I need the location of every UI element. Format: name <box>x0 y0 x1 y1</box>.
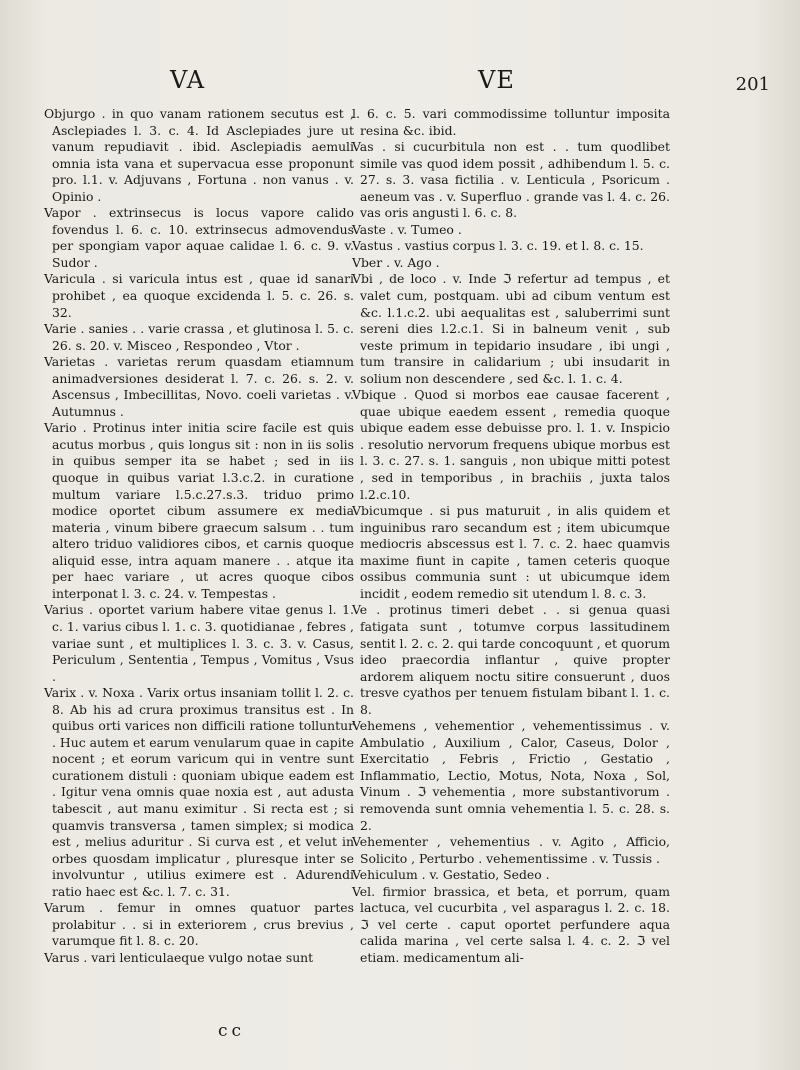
entry-varus: Varus . vari lenticulaeque vulgo notae sunt <box>44 949 314 965</box>
running-head-right: VE <box>478 66 515 94</box>
entry-vapor: Vapor . extrinsecus is locus vapore calido fovendus l. 6. c. 10. extrinsecus admovendus per spongiam vapor aquae calidae l. 6. c. 9. v. Sudor . <box>44 205 354 270</box>
entry-vehemens: Vehemens , vehementior , vehementissimus . v. Ambulatio , Auxilium , Calor, Caseus, Dolor , Exercitatio , Febris , Frictio , Gestatio , Inflammatio, Lectio, Motus, Nota, Noxa , Sol, Vinum . ℑ vehementia , more substantivorum . removenda sunt omnia vehementia l. 5. c. 28. s. 2. <box>352 718 670 833</box>
entry-vehementer: Vehementer , vehementius . v. Agito , Afficio, Solicito , Perturbo . vehementissime . v. Tussis . <box>352 834 670 866</box>
page-number: 201 <box>735 74 770 95</box>
entry-vehiculum: Vehiculum . v. Gestatio, Sedeo . <box>352 867 550 883</box>
entry-vastus: Vastus . vastius corpus l. 3. c. 19. et l. 8. c. 15. <box>352 238 644 254</box>
entry-varie: Varie . sanies . . varie crassa , et glutinosa l. 5. c. 26. s. 20. v. Misceo , Respondeo , Vtor . <box>44 321 354 353</box>
entry-vbicumque: Vbicumque . si pus maturuit , in alis quidem et inguinibus raro secandum est ; item ubicumque mediocris abscessus est l. 7. c. 2. haec quamvis maxime fiunt in capite , tamen ceteris quoque ossibus communia sunt : ut ubicumque idem incidit , eodem remedio sit utendum l. 8. c. 3. <box>352 503 670 601</box>
entry-objurgo: Objurgo . in quo vanam rationem secutus est , Asclepiades l. 3. c. 4. Id Asclepiades jure ut vanum repudiavit . ibid. Asclepiadis aemuli omnia ista vana et supervacua esse proponunt pro. l.1. v. Adjuvans , Fortuna . non vanus . v. Opinio . <box>44 106 354 204</box>
entry-vbi: Vbi , de loco . v. Inde ℑ refertur ad tempus , et valet cum, postquam. ubi ad cibum ventum est &c. l.1.c.2. ubi aequalitas est , saluberrimi sunt sereni dies l.2.c.1. Si in balneum venit , sub veste primum in tepidario insudare , ibi ungi , tum transire in calidarium ; ubi insudarit in solium non descendere , sed &c. l. 1. c. 4. <box>352 271 670 386</box>
entry-vario: Vario . Protinus inter initia scire facile est quis acutus morbus , quis longus sit : non in iis solis in quibus semper ita se habet ; sed in iis quoque in quibus variat l.3.c.2. in curatione multum variare l.5.c.27.s.3. triduo primo modice oportet cibum assumere ex media materia , vinum bibere graecum salsum . . tum altero triduo validiores cibos, et carnis quoque aliquid esse, intra aquam manere . . atque ita per haec variare , ut acres quoque cibos interponat l. 3. c. 24. v. Tempestas . <box>44 420 354 601</box>
entry-vber: Vber . v. Ago . <box>352 254 440 270</box>
running-head-left: VA <box>170 66 206 94</box>
entry-varus-continued: l. 6. c. 5. vari commodissime tolluntur imposita resina &c. ibid. <box>352 106 670 138</box>
right-column <box>352 106 670 966</box>
entry-vel: Vel. firmior brassica, et beta, et porrum, quam lactuca, vel cucurbita , vel asparagus l. 2. c. 18. ℑ vel certe . caput oportet perfundere aqua calida marina , vel certe salsa l. 4. c. 2. ℑ vel etiam. medicamentum ali- <box>352 883 670 965</box>
entry-ve: Ve . protinus timeri debet . . si genua quasi fatigata sunt , totumve corpus lassitudinem sentit l. 2. c. 2. qui tarde concoquunt , et quorum ideo praecordia inflantur , quive propter ardorem aliquem noctu sitire consuerunt , duos tresve cyathos per tenuem fistulam bibant l. 1. c. 8. <box>352 602 670 717</box>
entry-varietas: Varietas . varietas rerum quasdam etiamnum animadversiones desiderat l. 7. c. 26. s. 2. v. Ascensus , Imbecillitas, Novo. coeli varietas . v. Autumnus . <box>44 354 354 419</box>
entry-varicula: Varicula . si varicula intus est , quae id sanari prohibet , ea quoque excidenda l. 5. c. 26. s. 32. <box>44 271 354 320</box>
entry-varum: Varum . femur in omnes quatuor partes prolabitur . . si in exteriorem , crus brevius , varumque fit l. 8. c. 20. <box>44 900 354 949</box>
entry-vbique: Vbique . Quod si morbos eae causae facerent , quae ubique eaedem essent , remedia quoque ubique eadem esse debuisse pro. l. 1. v. Inspicio . resolutio nervorum frequens ubique morbus est l. 3. c. 27. s. 1. sanguis , non ubique mitti potest , sed in temporibus , in brachiis , juxta talos l.2.c.10. <box>352 387 670 502</box>
entry-varius: Varius . oportet varium habere vitae genus l. 1. c. 1. varius cibus l. 1. c. 3. quotidianae , febres , variae sunt , et multiplices l. 3. c. 3. v. Casus, Periculum , Sententia , Tempus , Vomitus , Vsus . <box>44 602 354 684</box>
entry-vaste: Vaste . v. Tumeo . <box>352 221 462 237</box>
left-column <box>44 106 354 966</box>
printer-signature: cc <box>218 1021 246 1041</box>
entry-vas: Vas . si cucurbitula non est . . tum quodlibet simile vas quod idem possit , adhibendum l. 5. c. 27. s. 3. vasa fictilia . v. Lenticula , Psoricum . aeneum vas . v. Superfluo . grande vas l. 4. c. 26. vas oris angusti l. 6. c. 8. <box>352 139 670 221</box>
entry-varix: Varix . v. Noxa . Varix ortus insaniam tollit l. 2. c. 8. Ab his ad crura proximus transitus est . In quibus orti varices non difficili ratione tolluntur . Huc autem et earum venularum quae in capite nocent ; et eorum varicum qui in ventre sunt curationem distuli : quoniam ubique eadem est . Igitur vena omnis quae noxia est , aut adusta tabescit , aut manu eximitur . Si recta est ; si quamvis transversa , tamen simplex; si modica est , melius aduritur . Si curva est , et velut in orbes quosdam implicatur , pluresque inter se involvuntur , utilius eximere est . Adurendi ratio haec est &c. l. 7. c. 31. <box>44 685 354 899</box>
